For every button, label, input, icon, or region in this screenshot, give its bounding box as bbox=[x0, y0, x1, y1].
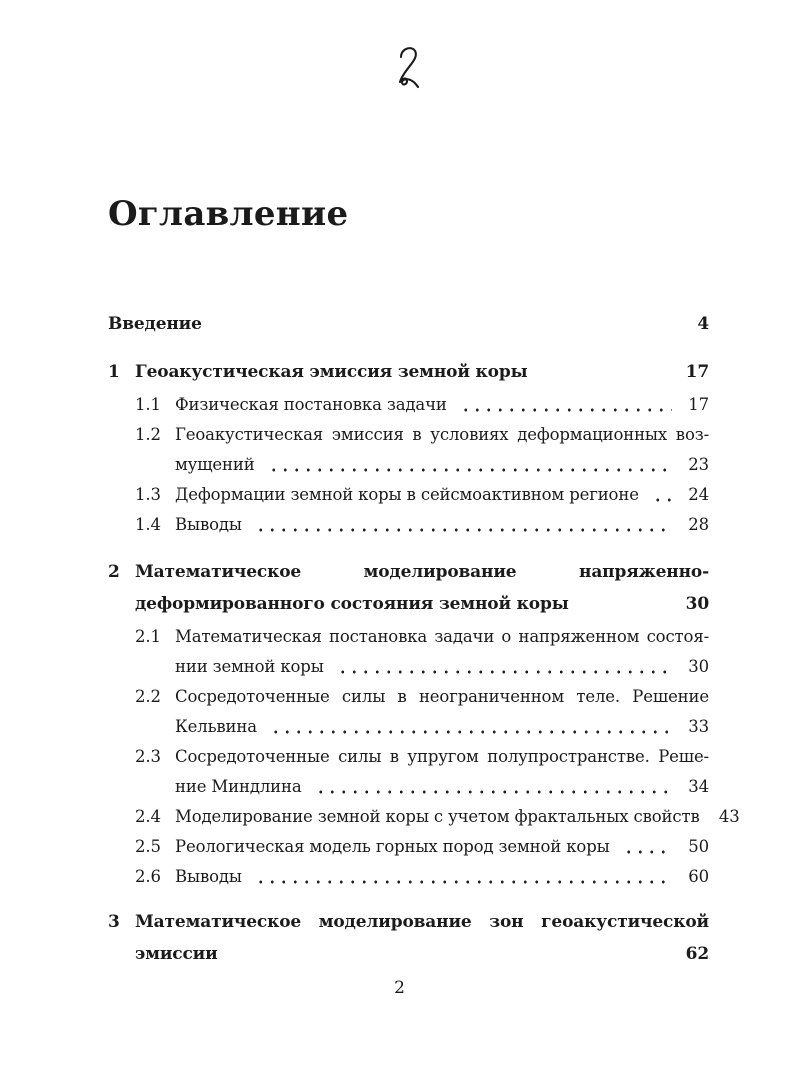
entry-number: 1.2 bbox=[135, 425, 161, 444]
toc-entry-chapter-1 bbox=[108, 356, 709, 388]
entry-page: 50 bbox=[688, 837, 709, 856]
entry-number: 3 bbox=[108, 912, 120, 932]
toc-entry-section-1-4 bbox=[108, 510, 709, 540]
handwritten-page-mark-icon bbox=[394, 44, 424, 90]
entry-title-line2: эмиссии bbox=[135, 944, 218, 964]
entry-page: 60 bbox=[688, 867, 709, 886]
entry-title-line2: ние Миндлина bbox=[175, 777, 302, 796]
dot-leader bbox=[333, 652, 672, 682]
entry-title-line2: Кельвина bbox=[175, 717, 257, 736]
toc-entry-introduction bbox=[108, 308, 709, 340]
entry-title: Введение bbox=[108, 314, 202, 334]
dot-leader bbox=[264, 450, 672, 480]
entry-number: 1 bbox=[108, 362, 120, 382]
entry-title: Физическая постановка задачи bbox=[175, 395, 447, 414]
entry-title: Моделирование земной коры с учетом фрактальных свойств bbox=[175, 807, 700, 826]
entry-number: 1.1 bbox=[135, 395, 161, 414]
entry-page: 24 bbox=[688, 485, 709, 504]
toc-entry-section-1-1 bbox=[108, 390, 709, 420]
entry-page: 30 bbox=[685, 594, 709, 614]
toc-entry-section-2-6 bbox=[108, 862, 709, 892]
entry-page: 62 bbox=[685, 944, 709, 964]
entry-title: Деформации земной коры в сейсмоактивном регионе bbox=[175, 485, 639, 504]
entry-number: 2.2 bbox=[135, 687, 161, 706]
toc-entry-section-2-4 bbox=[108, 802, 740, 832]
toc-entry-section-2-1 bbox=[108, 622, 709, 682]
entry-title: Выводы bbox=[175, 515, 242, 534]
dot-leader bbox=[619, 832, 672, 862]
entry-number: 1.3 bbox=[135, 485, 161, 504]
entry-page: 28 bbox=[688, 515, 709, 534]
toc-entry-section-1-2 bbox=[108, 420, 709, 480]
entry-page: 23 bbox=[688, 455, 709, 474]
entry-number: 2.1 bbox=[135, 627, 161, 646]
entry-page: 33 bbox=[688, 717, 709, 736]
toc-entry-section-2-5 bbox=[108, 832, 709, 862]
entry-title-line2: деформированного состояния земной коры bbox=[135, 594, 569, 614]
page-title: Оглавление bbox=[108, 194, 349, 234]
table-of-contents bbox=[108, 308, 740, 972]
entry-title: Реологическая модель горных пород земной коры bbox=[175, 837, 610, 856]
entry-title-line1: Математическое моделирование зон геоакустической bbox=[135, 912, 709, 932]
toc-entry-chapter-3 bbox=[108, 906, 709, 970]
dot-leader bbox=[456, 390, 672, 420]
entry-page: 17 bbox=[688, 395, 709, 414]
entry-title-line1: Геоакустическая эмиссия в условиях деформационных воз- bbox=[175, 425, 709, 444]
entry-page: 4 bbox=[697, 314, 709, 334]
dot-leader bbox=[311, 772, 672, 802]
toc-entry-section-2-3 bbox=[108, 742, 709, 802]
toc-entry-chapter-2 bbox=[108, 556, 709, 620]
entry-title-line2: нии земной коры bbox=[175, 657, 324, 676]
entry-title-line1: Сосредоточенные силы в упругом полупространстве. Реше- bbox=[175, 747, 709, 766]
entry-number: 1.4 bbox=[135, 515, 161, 534]
dot-leader bbox=[251, 862, 672, 892]
entry-number: 2.3 bbox=[135, 747, 161, 766]
toc-entry-section-1-3 bbox=[108, 480, 709, 510]
entry-number: 2.4 bbox=[135, 807, 161, 826]
entry-title: Выводы bbox=[175, 867, 242, 886]
footer-page-number: 2 bbox=[394, 978, 405, 998]
toc-entry-section-2-2 bbox=[108, 682, 709, 742]
entry-title-line2: мущений bbox=[175, 455, 255, 474]
entry-number: 2 bbox=[108, 562, 120, 582]
entry-page: 34 bbox=[688, 777, 709, 796]
entry-title-line1: Математическая постановка задачи о напряженном состоя- bbox=[175, 627, 709, 646]
entry-title-line1: Математическое моделирование напряженно- bbox=[135, 562, 709, 582]
dot-leader bbox=[648, 480, 672, 510]
entry-title-line1: Сосредоточенные силы в неограниченном теле. Решение bbox=[175, 687, 709, 706]
entry-page: 43 bbox=[718, 807, 740, 826]
entry-page: 30 bbox=[688, 657, 709, 676]
entry-page: 17 bbox=[685, 362, 709, 382]
entry-number: 2.6 bbox=[135, 867, 161, 886]
entry-number: 2.5 bbox=[135, 837, 161, 856]
dot-leader bbox=[266, 712, 672, 742]
entry-title: Геоакустическая эмиссия земной коры bbox=[135, 362, 528, 382]
dot-leader bbox=[251, 510, 672, 540]
